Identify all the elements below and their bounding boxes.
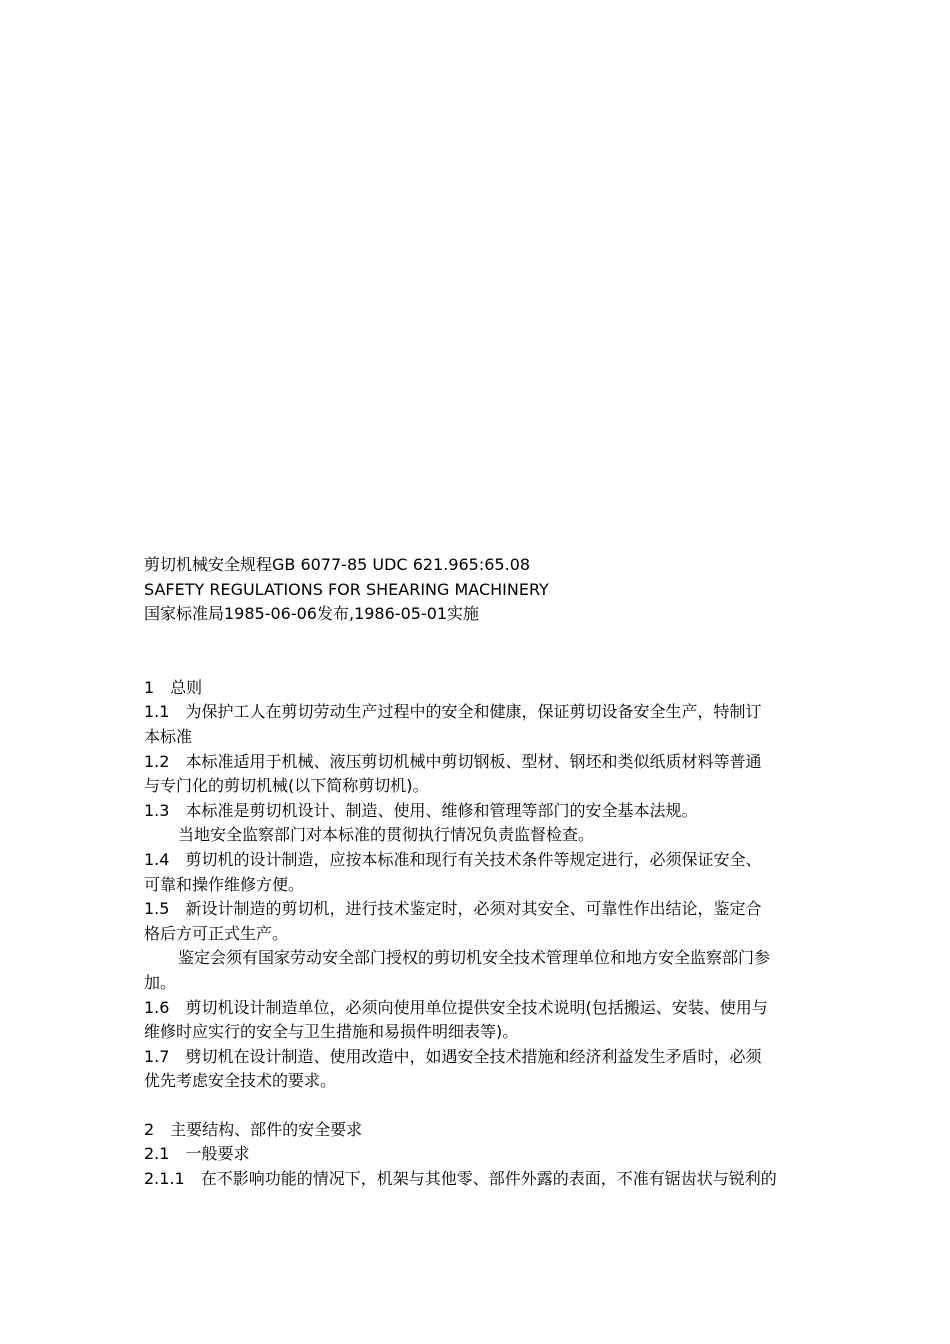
section-heading-1: 1 总则 [144, 677, 203, 697]
paragraph-line: 优先考虑安全技术的要求。 [144, 1071, 337, 1091]
paragraph-line: 本标准 [144, 726, 193, 746]
paragraph-line-indented: 当地安全监察部门对本标准的贯彻执行情况负责监督检查。 [178, 825, 595, 845]
paragraph-line: 1.6 剪切机设计制造单位，必须向使用单位提供安全技术说明(包括搬运、安装、使用与 [144, 997, 768, 1017]
spacer [144, 1094, 814, 1118]
paragraph-line: 加。 [144, 972, 177, 992]
paragraph-line: 1.3 本标准是剪切机设计、制造、使用、维修和管理等部门的安全基本法规。 [144, 800, 698, 820]
paragraph-line: 格后方可正式生产。 [144, 923, 289, 943]
paragraph-line-indented: 鉴定会须有国家劳动安全部门授权的剪切机安全技术管理单位和地方安全监察部门参 [178, 948, 771, 968]
issue-info: 国家标准局1985-06-06发布,1986-05-01实施 [144, 604, 480, 624]
standard-title: 剪切机械安全规程GB 6077-85 UDC 621.965:65.08 [144, 555, 531, 574]
paragraph-line: 1.1 为保护工人在剪切劳动生产过程中的安全和健康，保证剪切设备安全生产，特制订 [144, 702, 762, 722]
paragraph-line: 维修时应实行的安全与卫生措施和易损件明细表等)。 [144, 1022, 519, 1042]
paragraph-line: 1.4 剪切机的设计制造，应按本标准和现行有关技术条件等规定进行，必须保证安全、 [144, 849, 762, 869]
paragraph-line: 1.7 劈切机在设计制造、使用改造中，如遇安全技术措施和经济利益发生矛盾时，必须 [144, 1046, 762, 1066]
document-body [144, 553, 814, 1192]
paragraph-line: 与专门化的剪切机械(以下简称剪切机)。 [144, 776, 429, 796]
paragraph-line: 1.5 新设计制造的剪切机，进行技术鉴定时，必须对其安全、可靠性作出结论，鉴定合 [144, 899, 762, 919]
paragraph-line: 1.2 本标准适用于机械、液压剪切机械中剪切钢板、型材、钢坯和类似纸质材料等普通 [144, 751, 762, 771]
english-title: SAFETY REGULATIONS FOR SHEARING MACHINERY [144, 579, 549, 599]
subsection-heading: 2.1 一般要求 [144, 1144, 250, 1164]
spacer [144, 627, 814, 676]
paragraph-line: 可靠和操作维修方便。 [144, 874, 305, 894]
paragraph-line: 2.1.1 在不影响功能的情况下，机架与其他零、部件外露的表面，不准有锯齿状与锐利的 [144, 1169, 777, 1189]
section-heading-2: 2 主要结构、部件的安全要求 [144, 1119, 363, 1139]
